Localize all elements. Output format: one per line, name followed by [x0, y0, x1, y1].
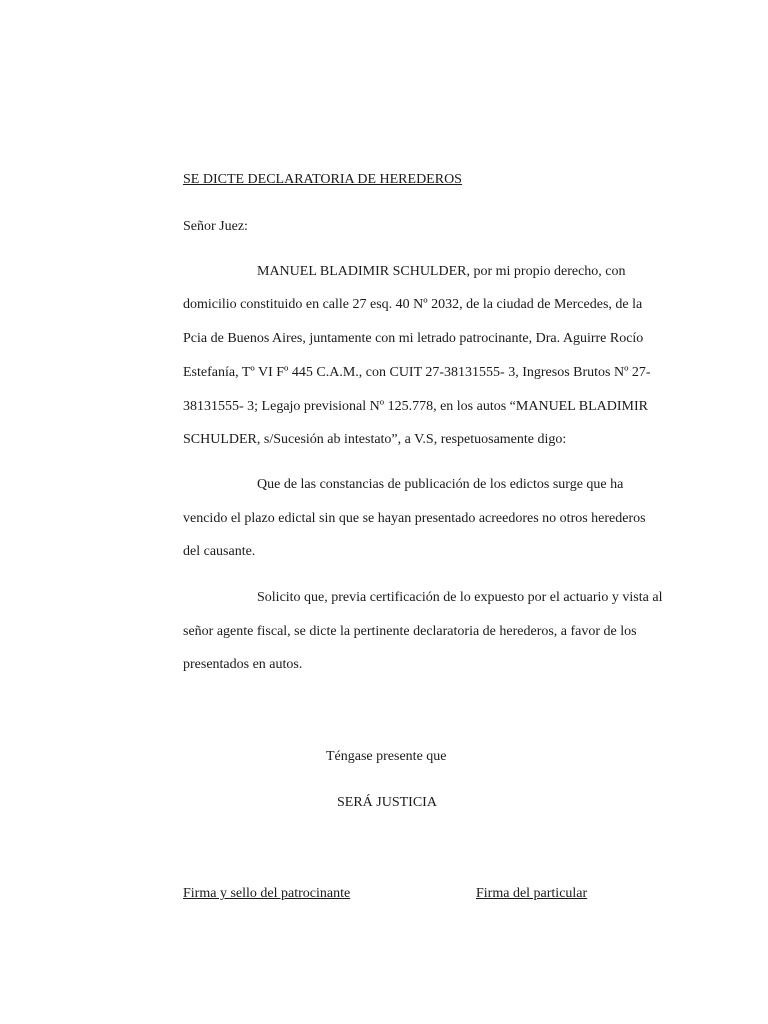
paragraph-3-line-2: señor agente fiscal, se dicte la pertinente declaratoria de herederos, a favor de los [183, 624, 637, 639]
paragraph-1-line-6: SCHULDER, s/Sucesión ab intestato”, a V.S, respetuosamente digo: [183, 432, 567, 447]
paragraph-2-line-3: del causante. [183, 544, 256, 559]
paragraph-1-line-5: 38131555- 3; Legajo previsional Nº 125.778, en los autos “MANUEL BLADIMIR [183, 399, 648, 414]
paragraph-3-line-3: presentados en autos. [183, 657, 303, 672]
paragraph-1-line-3: Pcia de Buenos Aires, juntamente con mi letrado patrocinante, Dra. Aguirre Rocío [183, 331, 644, 346]
document-title: SE DICTE DECLARATORIA DE HEREDEROS [183, 172, 462, 187]
closing-line-1: Téngase presente que [326, 749, 447, 764]
signature-right: Firma del particular [476, 886, 588, 901]
paragraph-3-line-1: Solicito que, previa certificación de lo expuesto por el actuario y vista al [257, 590, 663, 605]
paragraph-1-line-4: Estefanía, Tº VI Fº 445 C.A.M., con CUIT 27-38131555- 3, Ingresos Brutos Nº 27- [183, 365, 651, 380]
paragraph-1-line-1: MANUEL BLADIMIR SCHULDER, por mi propio derecho, con [257, 264, 626, 279]
paragraph-2-line-1: Que de las constancias de publicación de los edictos surge que ha [257, 477, 624, 492]
paragraph-2-line-2: vencido el plazo edictal sin que se hayan presentado acreedores no otros herederos [183, 511, 646, 526]
closing-line-2: SERÁ JUSTICIA [337, 795, 437, 810]
salutation: Señor Juez: [183, 219, 248, 234]
signature-left: Firma y sello del patrocinante [183, 886, 351, 901]
paragraph-1-line-2: domicilio constituido en calle 27 esq. 40 Nº 2032, de la ciudad de Mercedes, de la [183, 297, 643, 312]
